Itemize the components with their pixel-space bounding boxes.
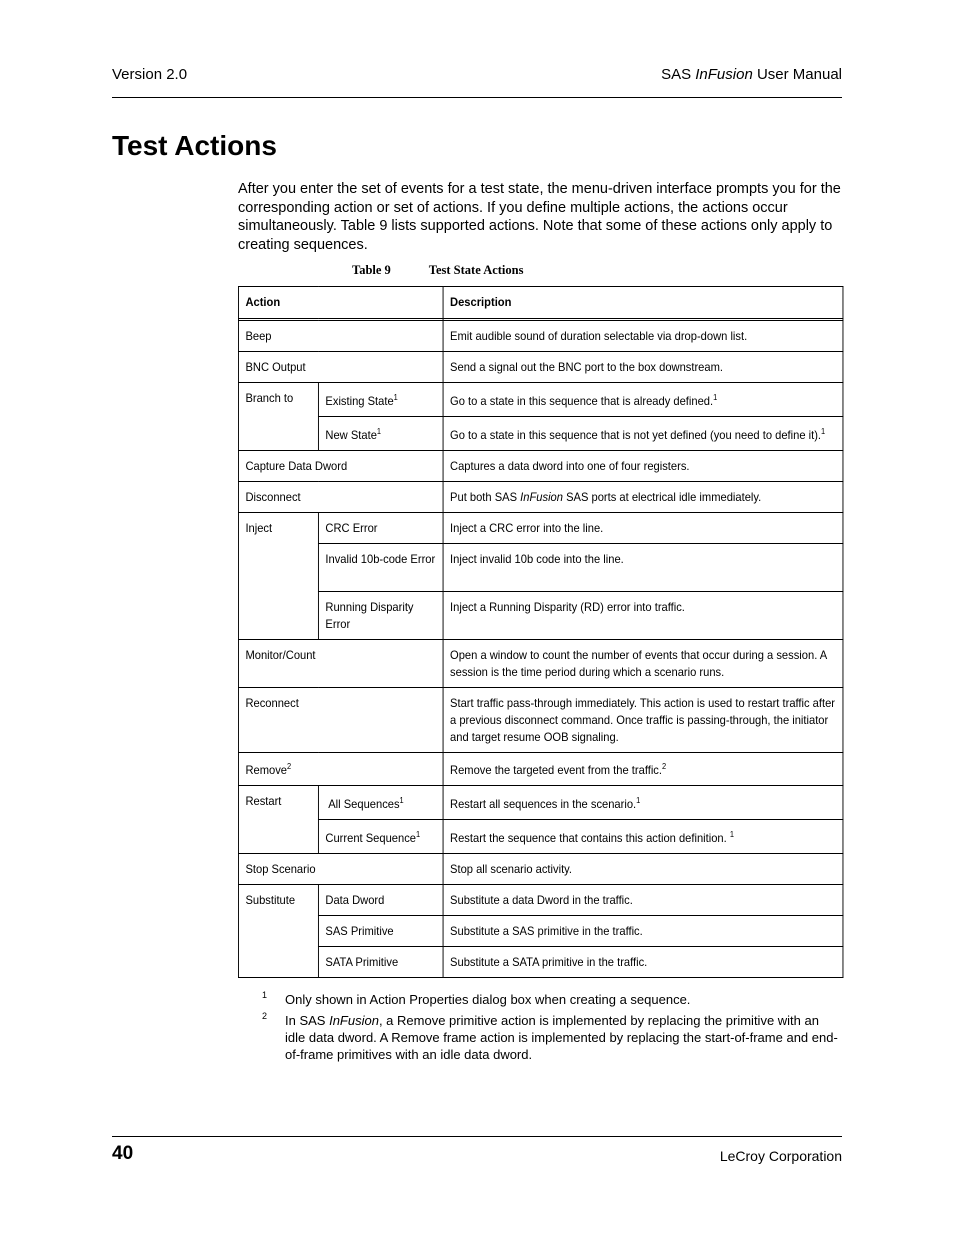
description-cell: Inject a Running Disparity (RD) error into traffic.	[443, 592, 843, 640]
sub-action-label: New State	[325, 428, 377, 442]
footnote-ref: 1	[821, 427, 826, 436]
footnote-number: 1	[262, 990, 268, 1000]
description-cell: Substitute a SATA primitive in the traffic.	[443, 947, 843, 978]
footnote-ref: 1	[729, 830, 734, 839]
table-row	[238, 947, 843, 978]
description-cell: Stop all scenario activity.	[443, 854, 843, 885]
action-cell: Restart	[238, 786, 318, 854]
description-cell	[443, 820, 843, 854]
description-cell: Inject invalid 10b code into the line.	[443, 544, 843, 592]
footnote-ref: 1	[393, 393, 398, 402]
table-row	[238, 417, 843, 451]
action-cell: Capture Data Dword	[238, 451, 443, 482]
table-caption-name: Test State Actions	[428, 263, 524, 277]
footnote-1	[262, 991, 842, 1008]
description-cell	[443, 786, 843, 820]
sub-action-label: Current Sequence	[325, 831, 417, 845]
action-label: Remove	[245, 763, 287, 777]
table-row	[238, 753, 843, 786]
footnote-2	[262, 1012, 842, 1063]
header-product-prefix: SAS	[661, 66, 696, 83]
table-row	[238, 544, 843, 592]
footnote-ref: 1	[713, 393, 718, 402]
description-text: Remove the targeted event from the traffic.	[450, 763, 662, 777]
action-cell: Inject	[238, 513, 318, 640]
sub-action-cell: Running Disparity Error	[318, 592, 443, 640]
description-cell	[443, 482, 843, 513]
action-cell: Disconnect	[238, 482, 443, 513]
description-cell: Send a signal out the BNC port to the box downstream.	[443, 352, 843, 383]
table-row	[238, 513, 843, 544]
table-row	[238, 916, 843, 947]
page-title: Test Actions	[112, 130, 277, 161]
table-row	[238, 482, 843, 513]
description-cell	[443, 753, 843, 786]
table-row	[238, 383, 843, 417]
description-cell: Emit audible sound of duration selectable via drop-down list.	[443, 321, 843, 352]
action-cell: Substitute	[238, 885, 318, 978]
table-row	[238, 820, 843, 854]
table-row	[238, 352, 843, 383]
description-text: Go to a state in this sequence that is already defined.	[450, 394, 714, 408]
sub-action-cell	[318, 383, 443, 417]
table-row	[238, 592, 843, 640]
footnote-ref: 1	[636, 796, 641, 805]
action-cell: Stop Scenario	[238, 854, 443, 885]
header-product-suffix: User Manual	[752, 66, 842, 83]
footnote-ref: 1	[416, 830, 421, 839]
table-row	[238, 786, 843, 820]
sub-action-cell: CRC Error	[318, 513, 443, 544]
sub-action-cell: SATA Primitive	[318, 947, 443, 978]
footnote-text-pre: In SAS	[285, 1013, 330, 1028]
footnote-ref: 2	[661, 762, 667, 771]
description-cell: Substitute a data Dword in the traffic.	[443, 885, 843, 916]
table-caption	[352, 263, 523, 278]
sub-action-cell	[318, 820, 443, 854]
table-header-row	[238, 287, 843, 319]
page-number: 40	[112, 1143, 134, 1164]
action-cell: Beep	[238, 321, 443, 352]
table-row	[238, 854, 843, 885]
product-name: InFusion	[520, 490, 563, 504]
description-text: SAS ports at electrical idle immediately.	[562, 490, 762, 504]
footnote-ref: 1	[399, 796, 404, 805]
description-cell: Inject a CRC error into the line.	[443, 513, 843, 544]
action-cell	[238, 753, 443, 786]
product-name: InFusion	[329, 1013, 379, 1028]
table-row	[238, 321, 843, 352]
footnote-ref: 1	[376, 427, 382, 436]
table-caption-number: Table 9	[352, 263, 391, 277]
header-action: Action	[238, 287, 443, 319]
description-cell: Substitute a SAS primitive in the traffic.	[443, 916, 843, 947]
header-product-italic: InFusion	[695, 66, 753, 83]
table-row	[238, 885, 843, 916]
description-text: Go to a state in this sequence that is not yet defined (you need to define it).	[450, 428, 822, 442]
footnote-text-post: , a Remove primitive action is implemented by replacing the primitive with an idle data dword. A Remove frame action is implemented by replacing the start-of-frame and end-of-frame primitives with an idle data dword.	[285, 1013, 838, 1062]
footnote-ref: 2	[286, 762, 292, 771]
description-text: Restart all sequences in the scenario.	[450, 797, 637, 811]
description-cell: Captures a data dword into one of four registers.	[443, 451, 843, 482]
sub-action-label: Existing State	[325, 394, 394, 408]
description-text: Restart the sequence that contains this action definition.	[450, 831, 730, 845]
header-version: Version 2.0	[112, 66, 188, 83]
sub-action-cell	[318, 786, 443, 820]
table-row	[238, 688, 843, 753]
description-cell	[443, 383, 843, 417]
test-actions-table	[238, 286, 843, 978]
header-description: Description	[443, 287, 843, 319]
table-row	[238, 640, 843, 688]
footer-company: LeCroy Corporation	[719, 1148, 842, 1164]
description-cell	[443, 417, 843, 451]
footnote-text: Only shown in Action Properties dialog box when creating a sequence.	[285, 992, 691, 1007]
description-cell: Start traffic pass-through immediately. This action is used to restart traffic after a previous disconnect command. Once traffic is passing-through, the initiator and target resume OOB signaling.	[443, 688, 843, 753]
action-cell: BNC Output	[238, 352, 443, 383]
sub-action-cell: Invalid 10b-code Error	[318, 544, 443, 592]
sub-action-cell: Data Dword	[318, 885, 443, 916]
footer-rule	[112, 1136, 842, 1137]
description-cell: Open a window to count the number of events that occur during a session. A session is the time period during which a scenario runs.	[443, 640, 843, 688]
footnote-text	[285, 1012, 842, 1063]
sub-action-label: All Sequences	[328, 797, 400, 811]
intro-paragraph: After you enter the set of events for a test state, the menu-driven interface prompts you for the corresponding action or set of actions. If you define multiple actions, the actions occur simultaneously. Table 9 lists supported actions. Note that some of these actions only apply to creating sequences.	[238, 181, 841, 254]
action-cell: Branch to	[238, 383, 318, 451]
description-text: Put both SAS	[450, 490, 521, 504]
sub-action-cell: SAS Primitive	[318, 916, 443, 947]
sub-action-cell	[318, 417, 443, 451]
header-rule	[112, 97, 842, 98]
table-row	[238, 451, 843, 482]
action-cell: Reconnect	[238, 688, 443, 753]
header-manual-title	[661, 66, 842, 83]
footnote-number: 2	[262, 1011, 268, 1021]
action-cell: Monitor/Count	[238, 640, 443, 688]
